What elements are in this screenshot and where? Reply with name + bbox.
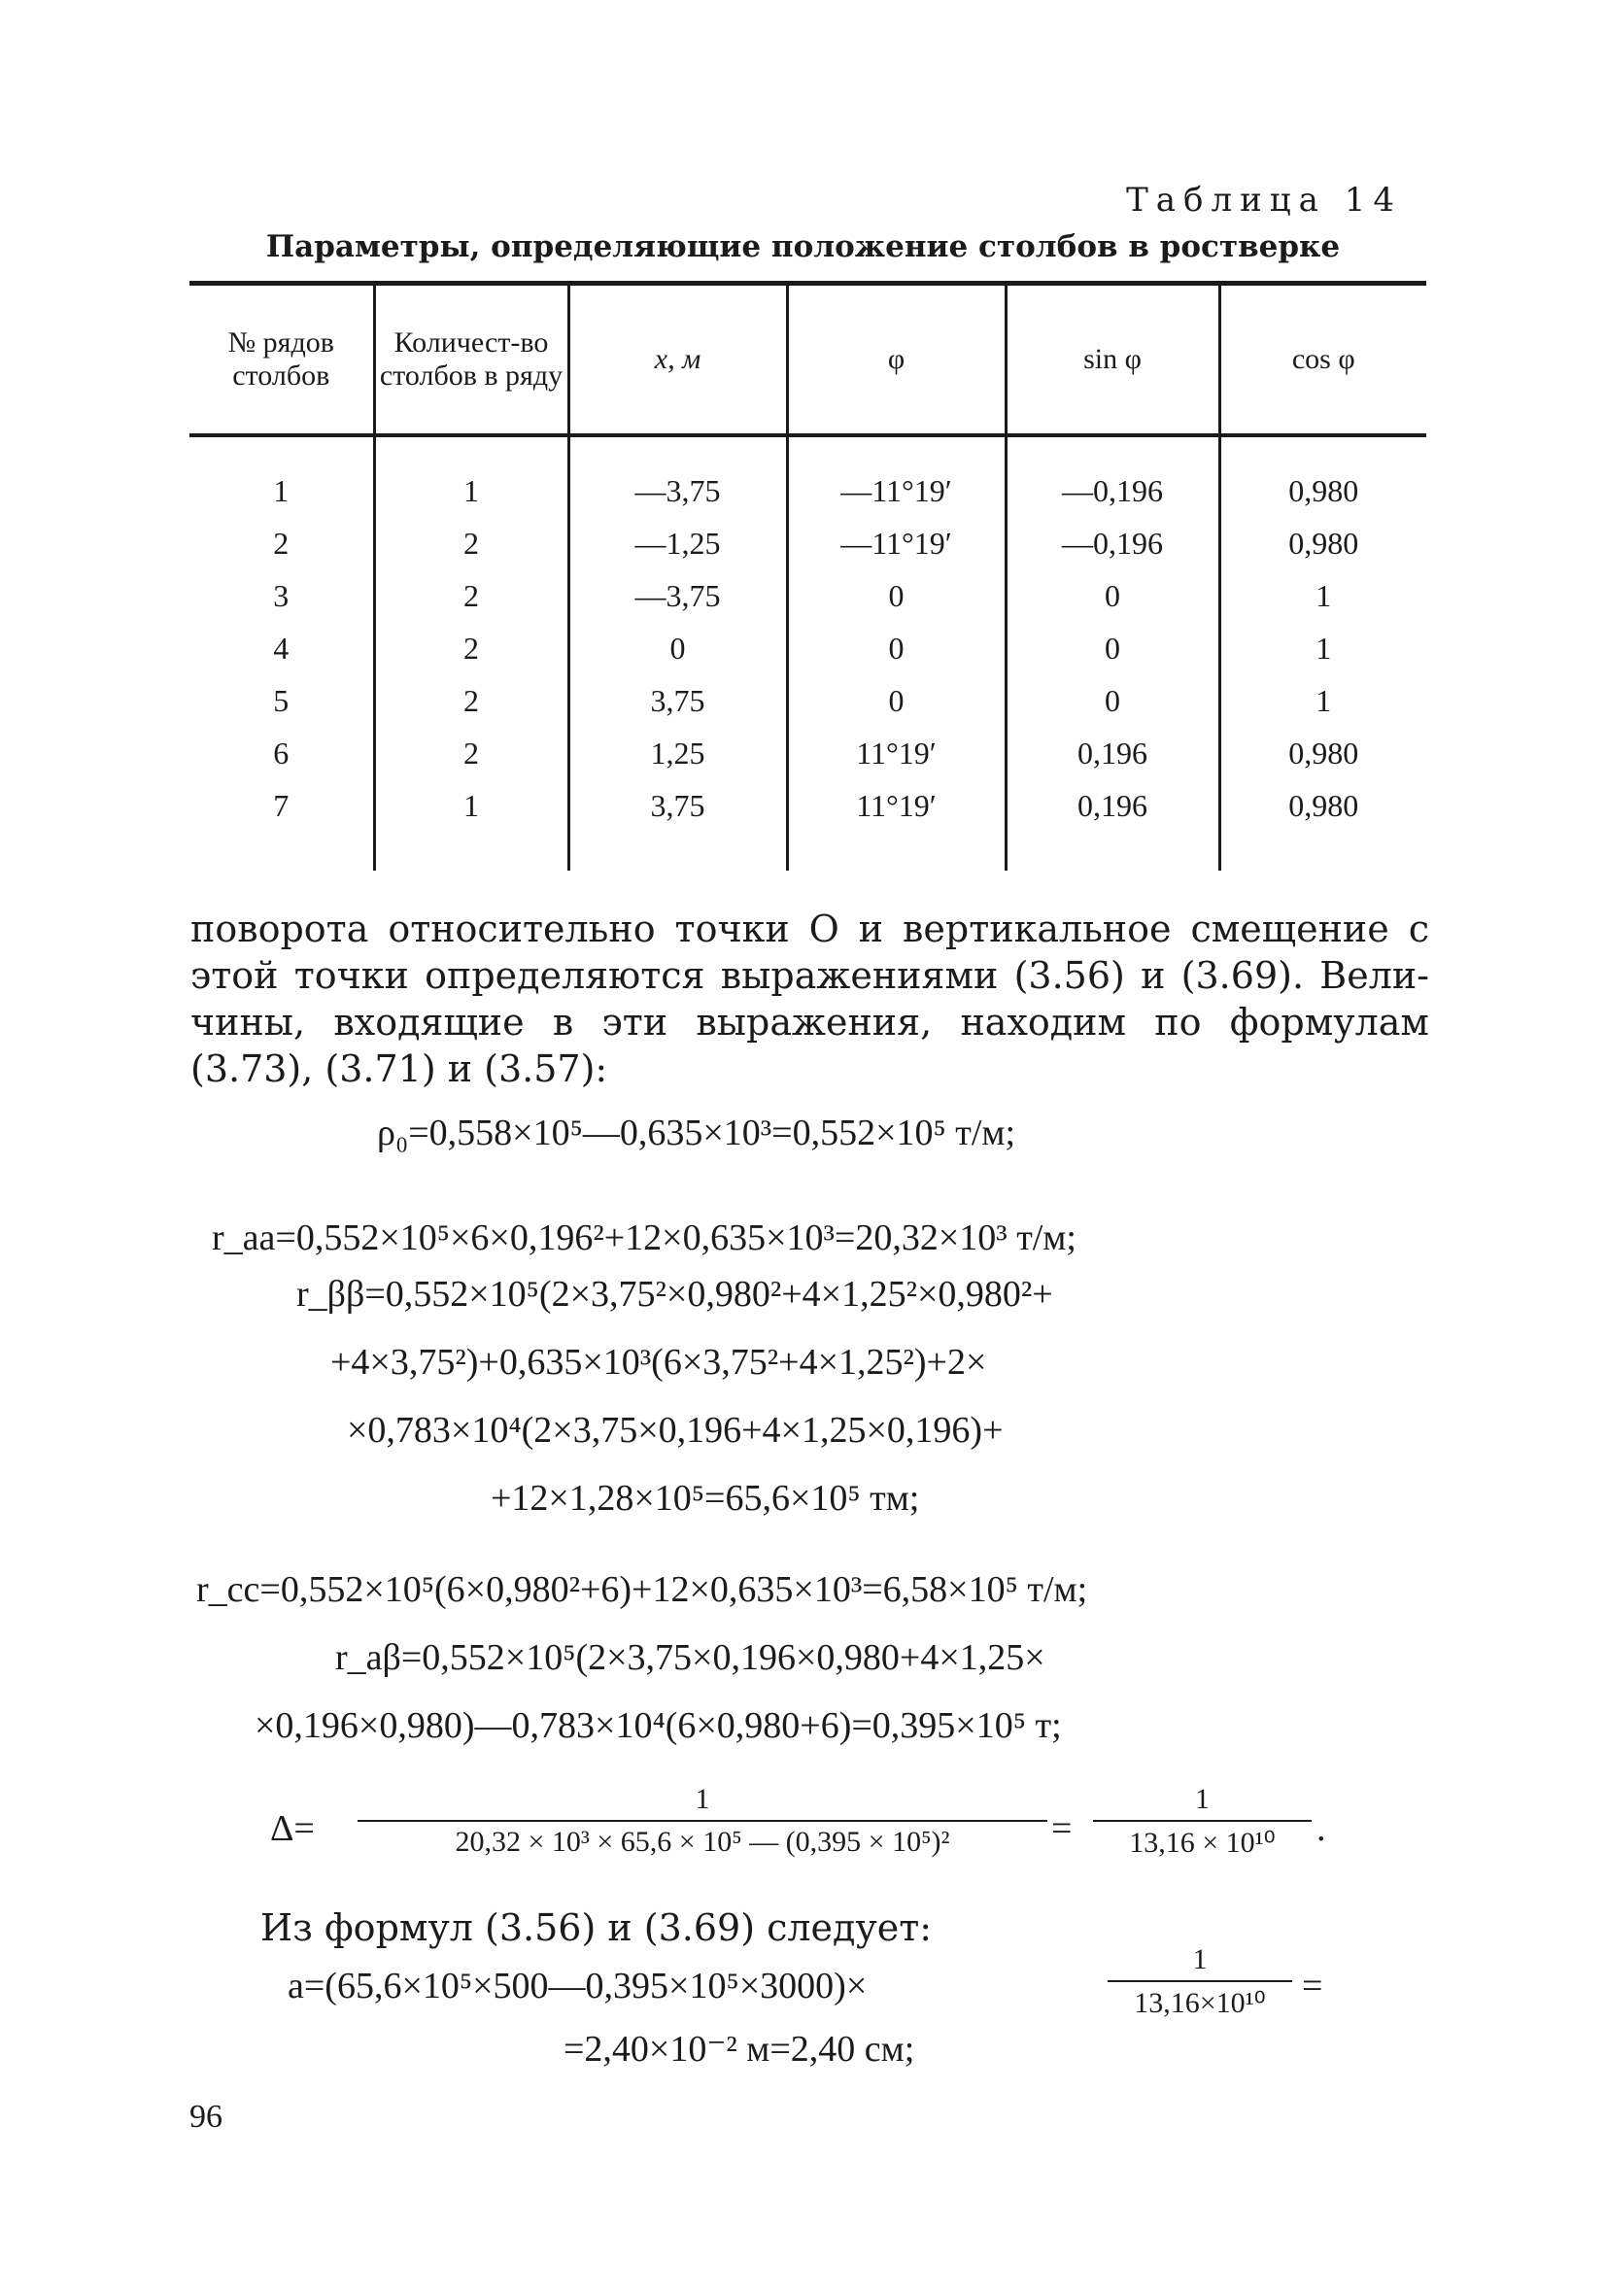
conclusion-line2: =2,40×10⁻² м=2,40 см; xyxy=(564,2029,915,2070)
table-cell: 0,980 xyxy=(1219,435,1426,517)
equation-rho0: ρ₀=0,558×10⁵—0,635×10³=0,552×10⁵ т/м; xyxy=(377,1113,1016,1153)
table-cell: 0 xyxy=(787,569,1006,622)
equation-r-cc: r_cc=0,552×10⁵(6×0,980²+6)+12×0,635×10³=6,58×10⁵ т/м; xyxy=(196,1569,1088,1610)
table-row xyxy=(189,727,1426,779)
conclusion-intro: Из формул (3.56) и (3.69) следует: xyxy=(260,1906,933,1949)
table-cell: 0,980 xyxy=(1219,779,1426,871)
table-row xyxy=(189,517,1426,569)
table-cell: 2 xyxy=(374,622,568,674)
conclusion-fraction xyxy=(1108,1943,1292,2020)
equation-r-bb-line3: ×0,783×10⁴(2×3,75×0,196+4×1,25×0,196)+ xyxy=(347,1410,1004,1451)
header-phi: φ xyxy=(787,284,1006,436)
delta-denominator-2: 13,16 × 10¹⁰ xyxy=(1129,1827,1276,1859)
table-cell: 2 xyxy=(374,727,568,779)
table-cell: 7 xyxy=(273,787,290,823)
header-count: Количест-во столбов в ряду xyxy=(374,284,568,436)
table-cell: 1 xyxy=(1219,674,1426,727)
table-cell: 0 xyxy=(1006,622,1219,674)
table-cell: 1 xyxy=(374,779,568,871)
table-cell: 0 xyxy=(787,674,1006,727)
paragraph-line: поворота относительно точки O и вертикальное смещение c xyxy=(190,908,1429,950)
table-cell: 0,196 xyxy=(1006,779,1219,871)
table-title: Параметры, определяющие положение столбов в ростверке xyxy=(265,229,1341,264)
table-header-row xyxy=(189,284,1426,436)
table-cell: 3,75 xyxy=(568,674,787,727)
table-cell: 1,25 xyxy=(568,727,787,779)
delta-denominator-1: 20,32 × 10³ × 65,6 × 10⁵ — (0,395 × 10⁵)² xyxy=(455,1826,950,1858)
table-cell: —1,25 xyxy=(568,517,787,569)
table-cell: —11°19′ xyxy=(787,435,1006,517)
table-cell: 3,75 xyxy=(568,779,787,871)
table-cell: —3,75 xyxy=(568,569,787,622)
parameters-table xyxy=(189,281,1426,871)
equation-r-ab-line2: ×0,196×0,980)—0,783×10⁴(6×0,980+6)=0,395×10⁵ т; xyxy=(255,1705,1062,1746)
table-label: Таблица 14 xyxy=(1126,181,1402,220)
table-cell: 6 xyxy=(273,735,290,771)
header-x: x, м xyxy=(568,284,787,436)
table-row xyxy=(189,569,1426,622)
conclusion-denominator: 13,16×10¹⁰ xyxy=(1134,1987,1266,2019)
table-cell: —3,75 xyxy=(568,435,787,517)
equation-r-bb-line4: +12×1,28×10⁵=65,6×10⁵ тм; xyxy=(491,1478,920,1519)
table-cell: —0,196 xyxy=(1006,517,1219,569)
table-cell: 0 xyxy=(787,622,1006,674)
delta-numerator-2: 1 xyxy=(1093,1783,1312,1822)
equation-r-aa: r_aa=0,552×10⁵×6×0,196²+12×0,635×10³=20,32×10³ т/м; xyxy=(212,1217,1076,1258)
table-cell: 11°19′ xyxy=(787,779,1006,871)
table-cell: 1 xyxy=(1219,569,1426,622)
table-cell: 2 xyxy=(374,569,568,622)
table-row xyxy=(189,779,1426,871)
page-number: 96 xyxy=(189,2099,222,2135)
table-cell: —0,196 xyxy=(1006,435,1219,517)
table-cell: 0 xyxy=(1006,569,1219,622)
table-cell: 0 xyxy=(1006,674,1219,727)
table-cell: 1 xyxy=(374,435,568,517)
paragraph-line: чины, входящие в эти выражения, находим по формулам xyxy=(190,1001,1429,1044)
body-paragraph xyxy=(190,906,1429,1092)
delta-fraction-1 xyxy=(358,1783,1047,1859)
table-cell: 0,980 xyxy=(1219,727,1426,779)
table-cell: —11°19′ xyxy=(787,517,1006,569)
delta-lhs: Δ= xyxy=(270,1808,315,1849)
header-row-number: № рядов столбов xyxy=(189,284,374,436)
table-cell: 2 xyxy=(374,517,568,569)
delta-period: . xyxy=(1316,1808,1326,1849)
header-sin-phi: sin φ xyxy=(1006,284,1219,436)
table-row xyxy=(189,622,1426,674)
delta-numerator-1: 1 xyxy=(358,1783,1047,1822)
paragraph-line: этой точки определяются выражениями (3.56) и (3.69). Вели- xyxy=(190,954,1429,997)
delta-equals: = xyxy=(1051,1808,1073,1849)
equation-r-bb-line1: r_ββ=0,552×10⁵(2×3,75²×0,980²+4×1,25²×0,980²+ xyxy=(296,1274,1053,1315)
table-cell: 0 xyxy=(568,622,787,674)
table-cell: 5 xyxy=(273,682,290,718)
table-cell: 1 xyxy=(273,472,290,508)
table-cell: 0,196 xyxy=(1006,727,1219,779)
table-cell: 2 xyxy=(273,525,290,561)
conclusion-equals: = xyxy=(1302,1966,1323,2006)
table-cell: 3 xyxy=(273,577,290,613)
table-cell: 11°19′ xyxy=(787,727,1006,779)
paragraph-line: (3.73), (3.71) и (3.57): xyxy=(190,1047,608,1090)
conclusion-numerator: 1 xyxy=(1108,1943,1292,1982)
table-cell: 0,980 xyxy=(1219,517,1426,569)
table-row xyxy=(189,674,1426,727)
equation-r-bb-line2: +4×3,75²)+0,635×10³(6×3,75²+4×1,25²)+2× xyxy=(330,1342,987,1383)
table-cell: 2 xyxy=(374,674,568,727)
delta-fraction-2 xyxy=(1093,1783,1312,1860)
equation-r-ab-line1: r_aβ=0,552×10⁵(2×3,75×0,196×0,980+4×1,25× xyxy=(335,1637,1045,1678)
table-row xyxy=(189,435,1426,517)
conclusion-line1: a=(65,6×10⁵×500—0,395×10⁵×3000)× xyxy=(288,1966,868,2006)
header-cos-phi: cos φ xyxy=(1219,284,1426,436)
table-cell: 1 xyxy=(1219,622,1426,674)
table-cell: 4 xyxy=(273,630,290,666)
